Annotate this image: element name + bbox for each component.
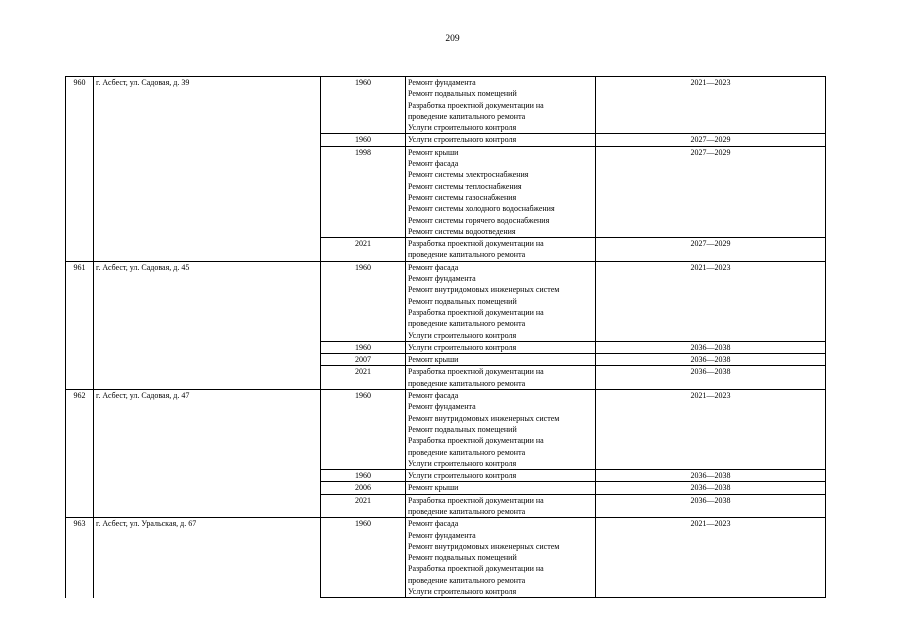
work-type-item: Ремонт подвальных помещений xyxy=(408,553,517,563)
work-type-item: Ремонт крыши xyxy=(408,483,459,493)
work-type-item: Ремонт внутридомовых инженерных систем xyxy=(408,413,560,423)
work-type-item: Услуги строительного контроля xyxy=(408,123,517,133)
work-type-item: проведение капитального ремонта xyxy=(408,447,526,457)
record-number: 961 xyxy=(66,261,94,389)
work-types-cell xyxy=(406,366,596,390)
work-type-item: Ремонт фасада xyxy=(408,391,459,401)
table-row xyxy=(66,518,826,598)
period-cell: 2036—2038 xyxy=(596,470,826,482)
work-type-item: Ремонт крыши xyxy=(408,355,459,365)
work-type-item: Услуги строительного контроля xyxy=(408,458,517,468)
period-cell: 2027—2029 xyxy=(596,238,826,262)
year-cell: 1960 xyxy=(321,134,406,146)
year-cell: 1998 xyxy=(321,146,406,237)
work-types-cell xyxy=(406,354,596,366)
building-address: г. Асбест, ул. Садовая, д. 45 xyxy=(94,261,321,389)
work-type-item: Ремонт фасада xyxy=(408,262,459,272)
work-types-cell xyxy=(406,518,596,598)
work-type-item: Ремонт внутридомовых инженерных систем xyxy=(408,285,560,295)
work-type-item: Ремонт подвальных помещений xyxy=(408,296,517,306)
work-types-cell xyxy=(406,341,596,353)
year-cell: 2021 xyxy=(321,366,406,390)
work-types-cell xyxy=(406,390,596,470)
work-type-item: Разработка проектной документации на xyxy=(408,564,544,574)
work-types-cell xyxy=(406,470,596,482)
record-number: 960 xyxy=(66,77,94,262)
work-type-item: Разработка проектной документации на xyxy=(408,495,544,505)
table-body xyxy=(66,77,826,598)
repair-schedule-table xyxy=(65,76,826,598)
year-cell: 1960 xyxy=(321,390,406,470)
year-cell: 1960 xyxy=(321,261,406,341)
work-type-item: проведение капитального ремонта xyxy=(408,378,526,388)
work-type-item: Разработка проектной документации на xyxy=(408,100,544,110)
period-cell: 2027—2029 xyxy=(596,146,826,237)
year-cell: 2021 xyxy=(321,238,406,262)
record-number: 962 xyxy=(66,390,94,518)
work-types-cell xyxy=(406,261,596,341)
table-row xyxy=(66,261,826,341)
table-row xyxy=(66,77,826,134)
work-type-item: Ремонт фундамента xyxy=(408,78,476,87)
year-cell: 2006 xyxy=(321,482,406,494)
period-cell: 2036—2038 xyxy=(596,482,826,494)
work-type-item: Разработка проектной документации на xyxy=(408,307,544,317)
year-cell: 1960 xyxy=(321,518,406,598)
work-type-item: Ремонт внутридомовых инженерных систем xyxy=(408,541,560,551)
work-types-cell xyxy=(406,134,596,146)
work-type-item: Услуги строительного контроля xyxy=(408,471,517,481)
building-address: г. Асбест, ул. Садовая, д. 39 xyxy=(94,77,321,262)
work-type-item: Услуги строительного контроля xyxy=(408,330,517,340)
work-type-item: Разработка проектной документации на xyxy=(408,239,544,249)
work-types-cell xyxy=(406,238,596,262)
work-type-item: проведение капитального ремонта xyxy=(408,111,526,121)
work-type-item: Ремонт системы газоснабжения xyxy=(408,192,517,202)
work-type-item: Ремонт фундамента xyxy=(408,402,476,412)
work-type-item: проведение капитального ремонта xyxy=(408,506,526,516)
work-type-item: Услуги строительного контроля xyxy=(408,135,517,145)
year-cell: 2021 xyxy=(321,494,406,518)
year-cell: 1960 xyxy=(321,77,406,134)
period-cell: 2036—2038 xyxy=(596,366,826,390)
work-type-item: Ремонт системы водоотведения xyxy=(408,226,516,236)
period-cell: 2036—2038 xyxy=(596,354,826,366)
work-type-item: Услуги строительного контроля xyxy=(408,587,517,597)
work-type-item: проведение капитального ремонта xyxy=(408,319,526,329)
work-type-item: Разработка проектной документации на xyxy=(408,436,544,446)
period-cell: 2036—2038 xyxy=(596,494,826,518)
page-number: 209 xyxy=(445,34,460,44)
table-row xyxy=(66,390,826,470)
work-types-cell xyxy=(406,494,596,518)
record-number: 963 xyxy=(66,518,94,598)
work-type-item: Ремонт фасада xyxy=(408,519,459,529)
period-cell: 2021—2023 xyxy=(596,518,826,598)
work-types-cell xyxy=(406,482,596,494)
year-cell: 1960 xyxy=(321,470,406,482)
work-type-item: Ремонт системы теплоснабжения xyxy=(408,181,522,191)
period-cell: 2021—2023 xyxy=(596,77,826,134)
work-type-item: Ремонт фасада xyxy=(408,159,459,169)
period-cell: 2027—2029 xyxy=(596,134,826,146)
year-cell: 1960 xyxy=(321,341,406,353)
work-types-cell xyxy=(406,77,596,134)
work-type-item: проведение капитального ремонта xyxy=(408,575,526,585)
period-cell: 2021—2023 xyxy=(596,390,826,470)
period-cell: 2021—2023 xyxy=(596,261,826,341)
work-type-item: Ремонт системы холодного водоснабжения xyxy=(408,204,555,214)
year-cell: 2007 xyxy=(321,354,406,366)
work-type-item: Ремонт системы электроснабжения xyxy=(408,170,529,180)
period-cell: 2036—2038 xyxy=(596,341,826,353)
work-type-item: Услуги строительного контроля xyxy=(408,342,517,352)
building-address: г. Асбест, ул. Уральская, д. 67 xyxy=(94,518,321,598)
work-type-item: проведение капитального ремонта xyxy=(408,250,526,260)
work-type-item: Ремонт подвальных помещений xyxy=(408,89,517,99)
work-type-item: Разработка проектной документации на xyxy=(408,367,544,377)
work-type-item: Ремонт фундамента xyxy=(408,530,476,540)
work-type-item: Ремонт фундамента xyxy=(408,274,476,284)
work-type-item: Ремонт подвальных помещений xyxy=(408,424,517,434)
work-type-item: Ремонт крыши xyxy=(408,147,459,157)
building-address: г. Асбест, ул. Садовая, д. 47 xyxy=(94,390,321,518)
work-types-cell xyxy=(406,146,596,237)
work-type-item: Ремонт системы горячего водоснабжения xyxy=(408,215,550,225)
